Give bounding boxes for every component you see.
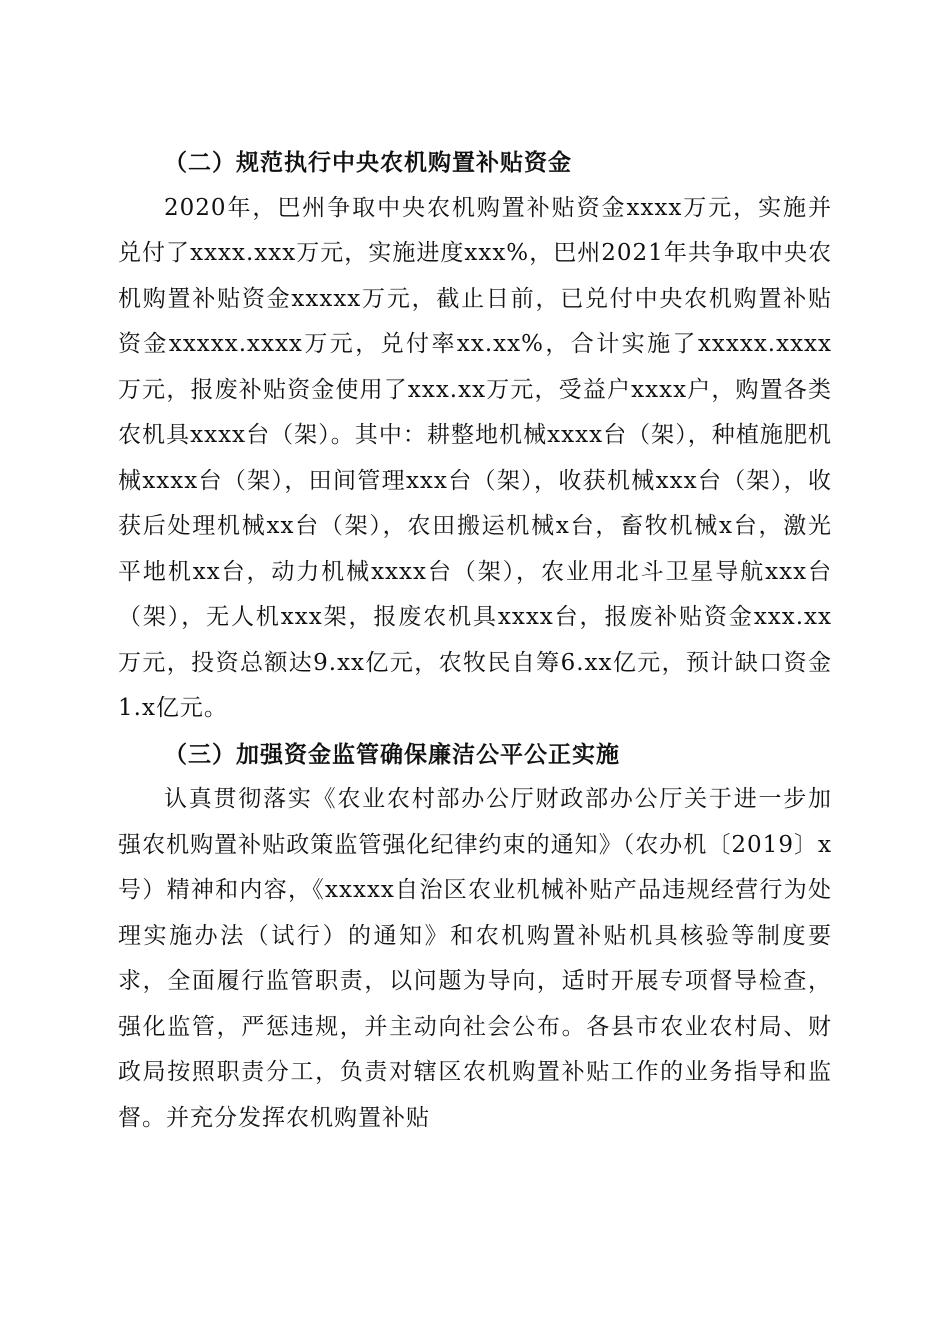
section-paragraph-3: 认真贯彻落实《农业农村部办公厅财政部办公厅关于进一步加强农机购置补贴政策监管强化纪律约束的通知》（农办机〔2019〕x号）精神和内容，《xxxxx自治区农业机械补贴产品违规经营行为处理实施办法（试行）的通知》和农机购置补贴机具核验等制度要求，全面履行监管职责，以问题为导向，适时开展专项督导检查，强化监管，严惩违规，并主动向社会公布。各县市农业农村局、财政局按照职责分工，负责对辖区农机购置补贴工作的业务指导和监督。并充分发挥农机购置补贴	[118, 786, 832, 1131]
section-heading-3: （三）加强资金监管确保廉洁公平公正实施	[164, 740, 620, 768]
section-heading-2: （二）规范执行中央农机购置补贴资金	[164, 149, 572, 176]
section-paragraph-2: 2020年，巴州争取中央农机购置补贴资金xxxx万元，实施并兑付了xxxx.xxx万元，实施进度xxx%，巴州2021年共争取中央农机购置补贴资金xxxxx万元，截止日前，已兑付中央农机购置补贴资金xxxxx.xxxx万元，兑付率xx.xx%，合计实施了xxxxx.xxxx万元，报废补贴资金使用了xxx.xx万元，受益户xxxx户，购置各类农机具xxxx台（架）。其中：耕整地机械xxxx台（架），种植施肥机械xxxx台（架），田间管理xxx台（架），收获机械xxx台（架），收获后处理机械xx台（架），农田搬运机械x台，畜牧机械x台，激光平地机xx台，动力机械xxxx台（架），农业用北斗卫星导航xxx台（架），无人机xxx架，报废农机具xxxx台，报废补贴资金xxx.xx万元，投资总额达9.xx亿元，农牧民自筹6.xx亿元，预计缺口资金1.x亿元。	[118, 194, 832, 721]
document-body	[118, 140, 832, 1141]
